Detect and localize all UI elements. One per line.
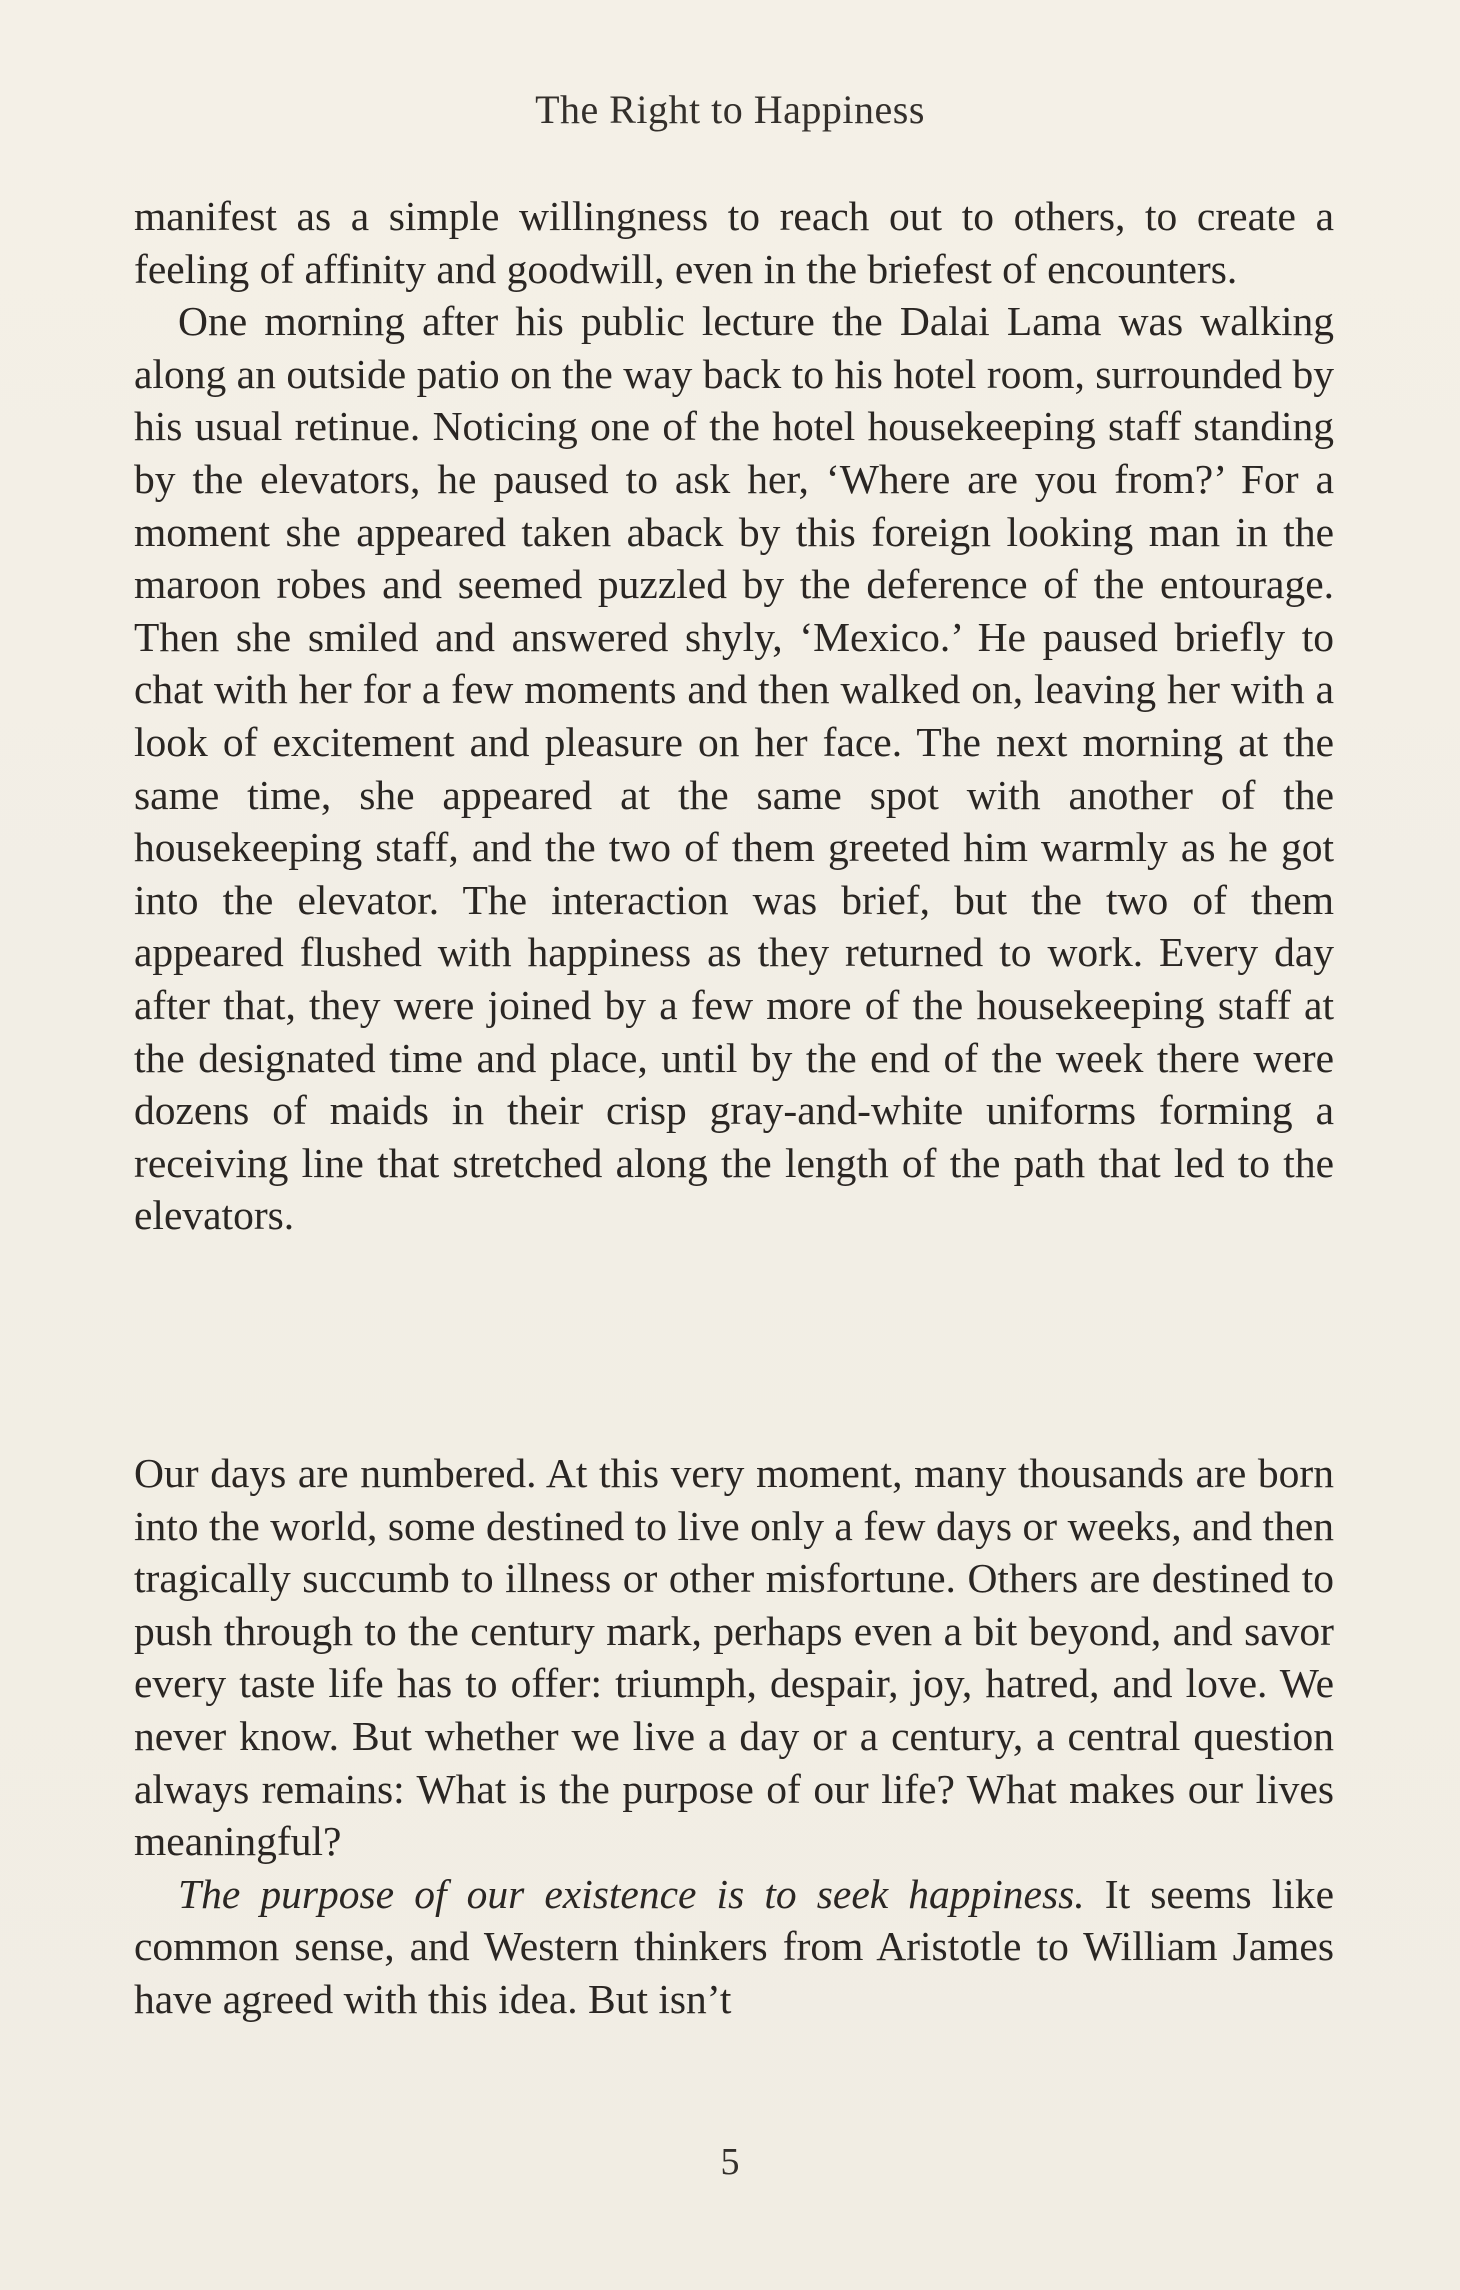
running-head: The Right to Happiness [535,87,925,132]
paragraph-dalai-lama-anecdote: One morning after his public lecture the Dalai Lama was walking along an outside patio on the way back to his hotel room, surrounded by his usual retinue. Noticing one of the hotel housekeeping staff standing by the elevators, he paused to ask her, ‘Where are you from?’ For a moment she appeared taken aback by this foreign looking man in the maroon robes and seemed puzzled by the deference of the entourage. Then she smiled and answered shyly, ‘Mexico.’ He paused briefly to chat with her for a few moments and then walked on, leaving her with a look of excitement and pleasure on her face. The next morning at the same time, she appeared at the same spot with another of the housekeeping staff, and the two of them greeted him warmly as he got into the elevator. The interaction was brief, but the two of them appeared flushed with happiness as they returned to work. Every day after that, they were joined by a few more of the housekeeping staff at the designated time and place, until by the end of the week there were dozens of maids in their crisp gray-and-white uniforms forming a receiving line that stretched along the length of the path that led to the elevators. [134,298,1334,1239]
paragraph-purpose-of-existence [134,1868,1334,2026]
italic-thesis-statement: The purpose of our existence is to seek happiness. [178,1870,1085,1917]
section-2 [134,1447,1334,2026]
paragraph-days-numbered: Our days are numbered. At this very moment, many thousands are born into the world, some destined to live only a few days or weeks, and then tragically succumb to illness or other misfortune. Others are destined to push through to the century mark, perhaps even a bit beyond, and savor every taste life has to offer: triumph, despair, joy, hatred, and love. We never know. But whether we live a day or a century, a central question always remains: What is the purpose of our life? What makes our lives meaningful? [134,1450,1334,1865]
section-1 [134,190,1334,1242]
paragraph-purpose-continuation: It seems like common sense, and Western thinkers from Aristotle to William James have agreed with this idea. But isn’t [134,1870,1335,2022]
paragraph-continuation: manifest as a simple willingness to reach out to others, to create a feeling of affinity and goodwill, even in the briefest of encounters. [134,193,1334,292]
page-number: 5 [720,2141,740,2183]
